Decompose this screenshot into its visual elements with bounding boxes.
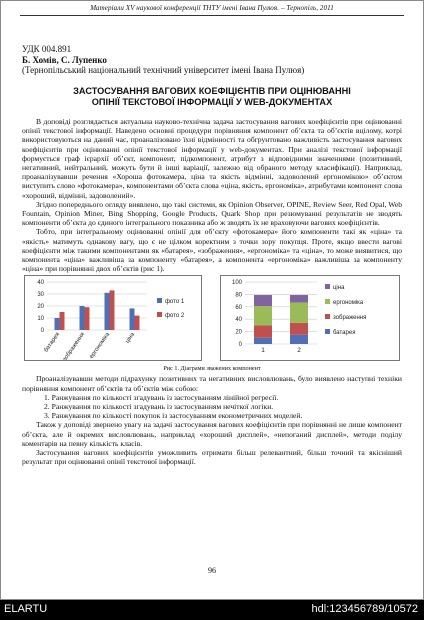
x-tick-label: зображення <box>62 332 87 361</box>
chart-1-box <box>24 275 202 361</box>
y-tick-label: 80 <box>235 292 242 299</box>
bar-segment <box>290 323 308 335</box>
footer-handle: hdl:123456789/10572 <box>311 603 418 615</box>
y-tick-label: 0 <box>238 342 242 349</box>
bar-segment <box>290 335 308 344</box>
bar <box>130 309 135 331</box>
figure-caption: Рис 1. Діаграми зважених компонент <box>163 365 261 373</box>
legend-label: зображення <box>333 315 367 322</box>
bar-segment <box>290 295 308 302</box>
list-item: 2. Ранжування по кількості згадувань із застосуванням нечіткої логіки. <box>44 402 274 412</box>
legend-swatch <box>325 329 330 334</box>
footer-bar <box>0 600 424 620</box>
chart-2 <box>221 276 399 360</box>
y-tick-label: 60 <box>235 305 242 312</box>
paper-body <box>22 44 402 466</box>
legend-label: фото 1 <box>165 299 185 306</box>
paragraph: Проаналізувавши методи підрахунку позитивних та негативних висловлювань, було виявлено наступні техніки порівняння компонент об’єктів та об’єктів між собою: <box>22 374 402 393</box>
paragraph: В доповіді розглядається актуальна науково-технічна задача застосування вагових коефіцієнтів при оцінюванні опінії текстової інформації. Наведено основні процедури порівняння компонент об’єкта та об’єктів вцілому, котрі використовуються на даний час, проаналізовано їхні відмінності та обгрунтовано важливість застосування вагових коефіцієнтів при оцінюванні опінії текстової інформації у web-документах. При аналізі текстової інформації формується граф ієрархії об’єкт, компонент, підкомпонент, атрибут з відповідними значеннями (позитивний, негативний, нейтральний, можуть бути й інші варіації, залежно від обраного методу класифікації). Наприклад, проаналізувавши речення «Хороша фотокамера, ціна та якість відмінні, задоволений ергономікою» об’єктом виступить слово «фотокамера», компонентами об’єкта слова «ціна, якість, ергономіка», атрибутами компонент слова «хороший, відмінні, задоволений». <box>22 117 402 200</box>
title-line-1: ЗАСТОСУВАННЯ ВАГОВИХ КОЕФІЦІЄНТІВ ПРИ ОЦІНЮВАННІ <box>73 86 351 96</box>
udk-code: УДК 004.891 <box>22 44 72 54</box>
legend-swatch <box>325 314 330 319</box>
legend-label: батарея <box>333 330 356 337</box>
bar <box>135 316 140 330</box>
header-rule <box>20 15 404 16</box>
legend-swatch <box>157 298 162 303</box>
legend-label: ціна <box>333 285 345 292</box>
bar <box>60 312 65 330</box>
list-item: 3. Ранжування по кількості покупок із застосуванням економетричних моделей. <box>44 411 303 421</box>
x-tick-label: ергономіка <box>88 332 112 361</box>
chart-1 <box>25 276 201 360</box>
paper-title <box>22 86 402 108</box>
y-tick-label: 0 <box>40 328 44 335</box>
bar-segment <box>254 326 272 338</box>
paragraph: Також у доповіді звернено увагу на задачі застосування вагових коефіцієнтів при порівнянні не лише компонент об’єкта, але й окремих висловлювань, наприклад «хороший дисплей», «непоганий дисплей», методи поділу коментарів на певну кількість класів. <box>22 420 402 448</box>
legend-swatch <box>325 284 330 289</box>
y-tick-label: 30 <box>37 292 44 299</box>
paragraph: Застосування вагових коефіцієнтів уможливить отримати більш релевантний, більш точний та якісніший результат при оцінюванні опінії текстової інформації. <box>22 448 402 467</box>
bar <box>105 293 110 330</box>
bar-segment <box>254 338 272 344</box>
page-number: 96 <box>208 566 216 575</box>
paragraph: Згідно попереднього огляду виявлено, що такі системи, як Opinion Observer, OPINE, Review Seer, Red Opal, Web Fountain, Opinion Miner, Bing Shopping, Google Products, Quark Shop при резюмуванні результатів не зводять компоненти об’єкта до єдиного інтегрального показника або ж зводять їх не враховуючи вагових коефіцієнтів. <box>22 199 402 228</box>
y-tick-label: 40 <box>37 280 44 287</box>
legend-label: фото 2 <box>165 313 185 320</box>
x-tick-label: ціна <box>124 332 137 345</box>
title-line-2: ОПІНІЇ ТЕКСТОВОЇ ІНФОРМАЦІЇ У WEB-ДОКУМЕНТАХ <box>91 97 333 107</box>
chart-2-box <box>220 275 400 361</box>
list-item: 1. Ранжування по кількості згадувань із застосуванням лінійної регресії. <box>44 392 279 402</box>
y-tick-label: 20 <box>235 330 242 337</box>
running-header: Матеріали XV наукової конференції ТНТУ імені Івана Пулюя. – Тернопіль, 2011 <box>90 4 334 12</box>
y-tick-label: 20 <box>37 304 44 311</box>
bar <box>85 308 90 331</box>
y-tick-label: 10 <box>37 316 44 323</box>
x-tick-label: 2 <box>297 347 301 355</box>
x-tick-label: 1 <box>261 347 265 355</box>
authors: Б. Хомів, С. Лупенко <box>22 55 107 65</box>
bar-segment <box>254 307 272 326</box>
x-tick-label: батарея <box>43 332 62 354</box>
bar-segment <box>290 303 308 323</box>
affiliation: (Тернопільський національний технічний університет імені Івана Пулюя) <box>22 65 305 75</box>
legend-label: ергономіка <box>333 300 364 307</box>
y-tick-label: 100 <box>231 280 242 287</box>
bar <box>55 318 60 330</box>
bar <box>80 306 85 330</box>
legend-swatch <box>325 299 330 304</box>
bar-segment <box>254 295 272 306</box>
paragraph: Тобто, при інтегральному оцінюванні опінії для об’єкту «фотокамера» його компоненти такі як «ціна» та «якість» матимуть однакову вагу, що є не цілком коректним з точки зору покупця. Проте, якщо ввести вагові коефіцієнти між такими компонентами як «батарея», «зображення», «ергономіка» та «ціна», то може виявитися, що компонента «ціна» важливіша за компоненту «батарея», а компонента «ергономіка» важливіша за компоненту «ціна» при порівнянні двох об’єктів (рис 1). <box>22 227 402 274</box>
legend-swatch <box>157 312 162 317</box>
y-tick-label: 40 <box>235 317 242 324</box>
bar <box>110 291 115 331</box>
figure-charts <box>22 275 402 365</box>
footer-repository: ELARTU <box>4 603 48 615</box>
